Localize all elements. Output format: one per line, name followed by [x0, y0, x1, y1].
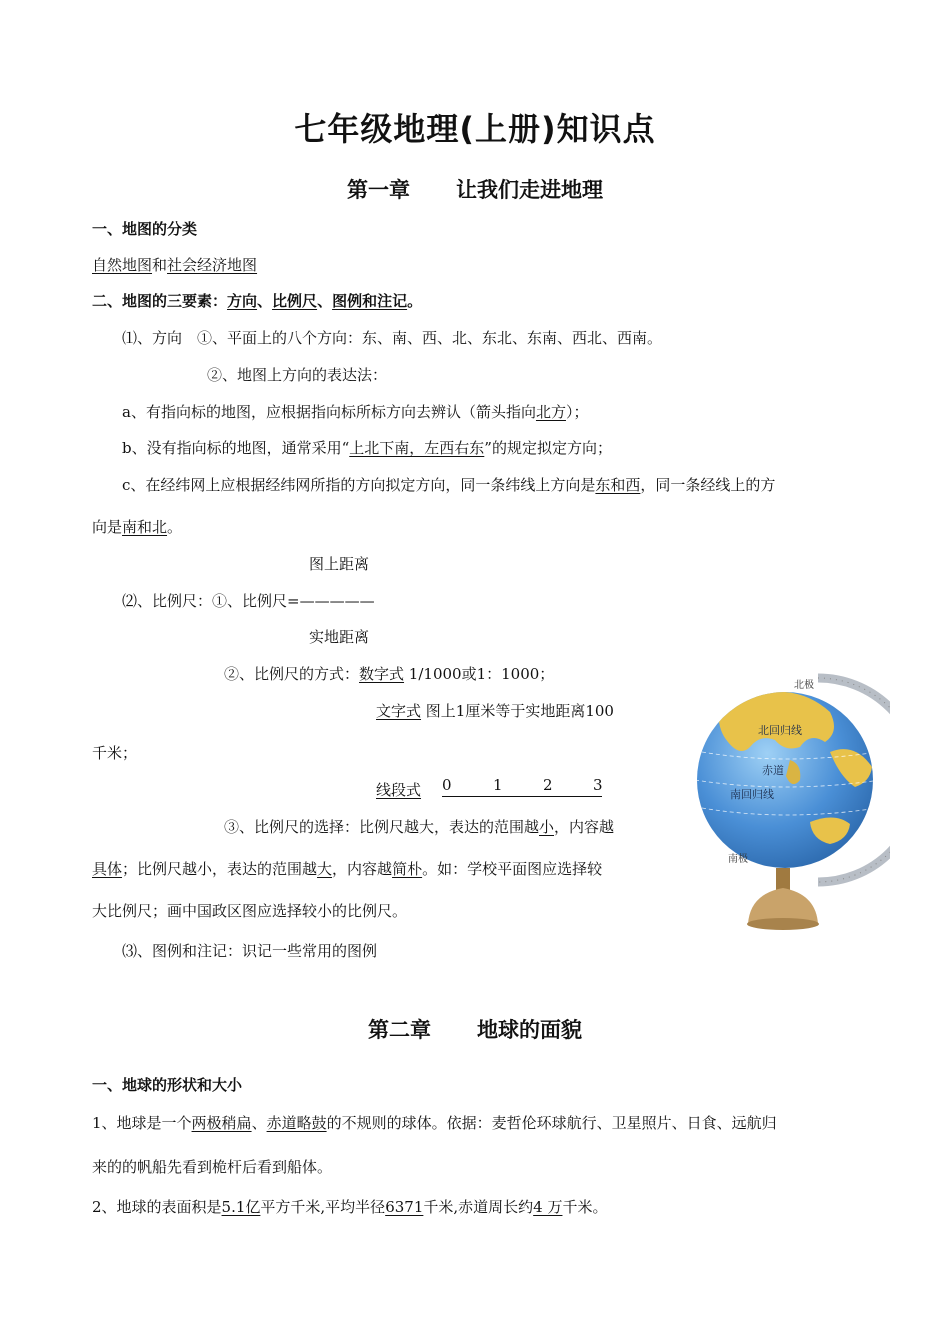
map-types-line: 自然地图和社会经济地图 [92, 256, 258, 274]
direction-b: b、没有指向标的地图，通常采用“上北下南，左西右东”的规定拟定方向； [122, 439, 612, 457]
chapter-1-number: 第一章 [347, 178, 410, 202]
direction-line-2: ②、地图上方向的表达法： [207, 366, 388, 384]
chapter-1-heading [0, 174, 950, 204]
north-pole-label: 北极 [794, 680, 814, 691]
scale-linear: 线段式 [376, 781, 422, 799]
tropic-capricorn-label: 南回归线 [730, 788, 774, 801]
direction-c-cont: 向是南和北。 [92, 518, 183, 536]
globe-post [776, 868, 790, 890]
section-map-types: 一、地图的分类 [92, 220, 198, 238]
linear-scale-bar: 0 1 2 3 [442, 776, 602, 797]
scale-denominator: 实地距离 [309, 628, 370, 646]
legend-line: ⑶、图例和注记：识记一些常用的图例 [122, 942, 378, 960]
scale-choice: ③、比例尺的选择：比例尺越大，表达的范围越小，内容越 [224, 818, 615, 836]
chapter-2-number: 第二章 [368, 1018, 431, 1042]
social-economic-map: 社会经济地图 [167, 256, 258, 274]
section-earth-shape: 一、地球的形状和大小 [92, 1076, 243, 1094]
scale-choice-2: 具体；比例尺越小，表达的范围越大，内容越简朴。如：学校平面图应选择较 [92, 860, 603, 878]
south-pole-label: 南极 [728, 854, 748, 865]
natural-map: 自然地图 [92, 256, 153, 274]
direction-c: c、在经纬网上应根据经纬网所指的方向拟定方向，同一条纬线上方向是东和西，同一条经线上的方 [122, 476, 776, 494]
direction-line-1: ⑴、方向 ①、平面上的八个方向：东、南、西、北、东北、东南、西北、西南。 [122, 329, 663, 347]
globe-illustration [690, 672, 890, 934]
scale-choice-3: 大比例尺；画中国政区图应选择较小的比例尺。 [92, 902, 408, 920]
scale-text: 文字式 图上1厘米等于实地距离100 [376, 702, 614, 720]
equator-label: 赤道 [762, 764, 784, 777]
tropic-cancer-label: 北回归线 [758, 724, 802, 737]
scale-numerator: 图上距离 [309, 555, 370, 573]
chapter-2-heading [0, 1014, 950, 1044]
page-title: 七年级地理(上册)知识点 [294, 110, 656, 148]
scale-numeric: ②、比例尺的方式：数字式 1/1000或1：1000； [224, 665, 555, 683]
chapter-2-name: 地球的面貌 [477, 1018, 582, 1042]
earth-size-line: 2、地球的表面积是5.1亿平方千米,平均半径6371千米,赤道周长约4 万千米。 [92, 1198, 608, 1216]
direction-a: a、有指向标的地图，应根据指向标所标方向去辨认（箭头指向北方）； [122, 403, 589, 421]
section-map-elements: 二、地图的三要素：方向、比例尺、图例和注记。 [92, 292, 423, 310]
scale-formula: ⑵、比例尺：①、比例尺=————— [122, 592, 375, 610]
earth-shape-line: 1、地球是一个两极稍扁、赤道略鼓的不规则的球体。依据：麦哲伦环球航行、卫星照片、日食、远航归 [92, 1114, 777, 1132]
scale-text-cont: 千米； [92, 744, 138, 762]
earth-shape-cont: 来的的帆船先看到桅杆后看到船体。 [92, 1158, 333, 1176]
chapter-1-name: 让我们走进地理 [456, 178, 603, 202]
